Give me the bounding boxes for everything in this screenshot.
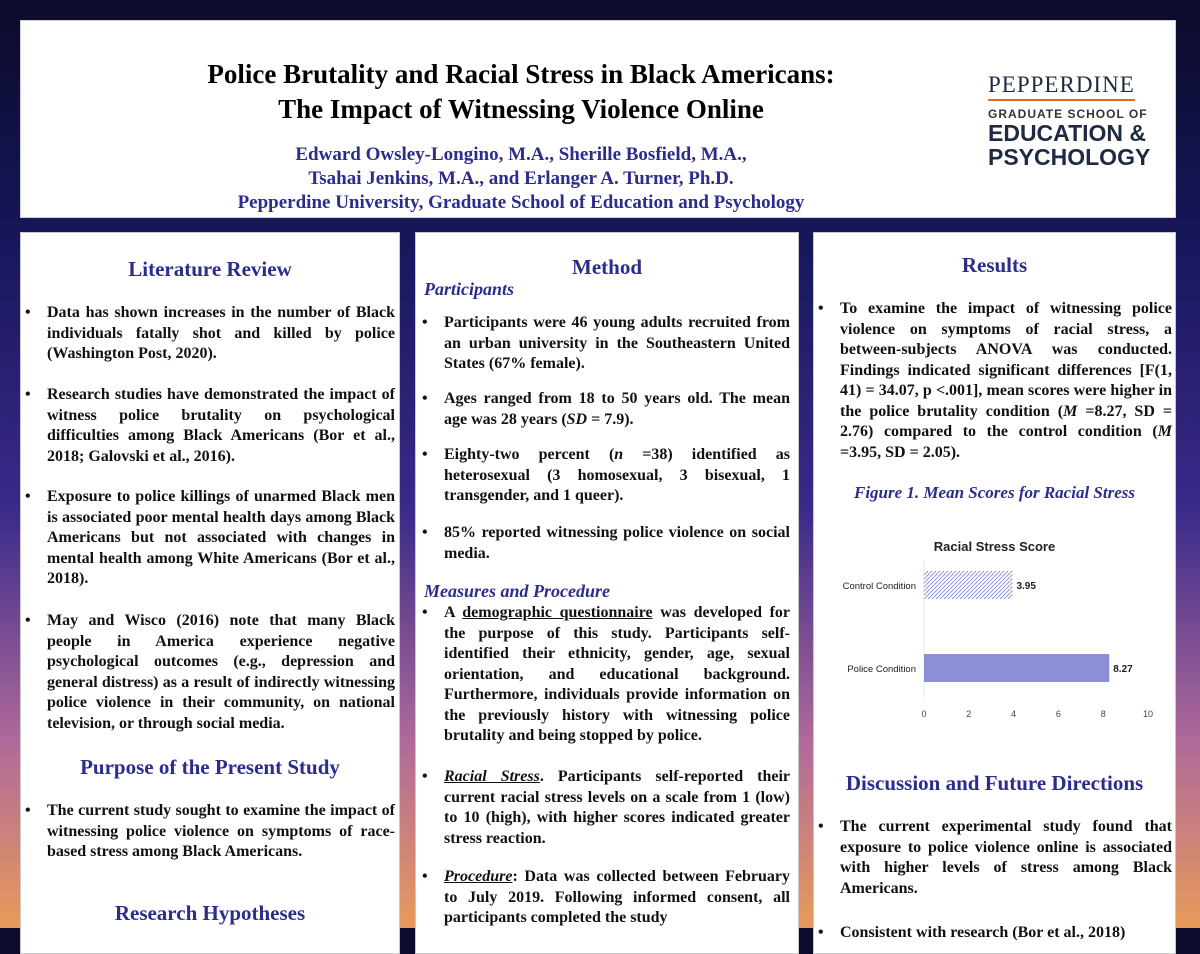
participants-bullet [422, 389, 790, 430]
poster-title [21, 57, 1021, 127]
literature-bullet-text: Research studies have demonstrated the impact of witness police brutality on psychological difficulties among Black Americans (Bor et al., 2018; Galovski et al., 2016). [47, 386, 395, 465]
bullet-dot: • [422, 604, 428, 621]
value-label: 3.95 [1016, 581, 1036, 592]
participants-bullet-text: 85% reported witnessing police violence on social media. [444, 524, 790, 562]
discussion-bullet-text: The current experimental study found that exposure to police violence online is associated with higher levels of stress among Black Americans. [840, 818, 1172, 897]
procedure-term: Procedure [444, 868, 513, 885]
literature-bullet-text: Exposure to police killings of unarmed Black men is associated poor mental health days among Black Americans but not associated with changes in mental health among White Americans (Bor et al., 2018). [47, 488, 395, 587]
demographic-questionnaire-term: demographic questionnaire [462, 604, 653, 621]
bullet-dot: • [25, 304, 31, 321]
participants-bullet [422, 313, 790, 375]
poster-header [20, 20, 1176, 218]
x-tick-label: 10 [1142, 709, 1154, 719]
method-title: Method [572, 255, 642, 279]
measures-title: Measures and Procedure [424, 581, 611, 601]
measures-text: A [444, 604, 463, 621]
pepperdine-logo [988, 71, 1151, 170]
figure-caption: Figure 1. Mean Scores for Racial Stress [854, 483, 1135, 502]
authors [21, 143, 1021, 215]
measures-bullet [422, 603, 791, 747]
participants-text: Eighty-two percent ( [444, 446, 615, 463]
sd-symbol: SD [566, 410, 588, 428]
bullet-dot: • [422, 868, 428, 885]
results-bullet [818, 299, 1173, 463]
measures-text: was developed for the purpose of this study. Participants self-identified their ethnicity, gender, age, sexual orientation, and educational background. Furthermore, individuals provide information on the previously history with witnessing police brutality and being stopped by police. [444, 604, 791, 744]
logo-line-1: GRADUATE SCHOOL OF [988, 107, 1148, 121]
value-label: 8.27 [1113, 664, 1133, 675]
bullet-dot: • [422, 314, 428, 331]
literature-bullet [25, 385, 395, 467]
m-symbol: M [1063, 402, 1078, 420]
method-panel [415, 232, 799, 954]
x-tick-label: 0 [921, 709, 927, 719]
participants-bullet-text: Participants were 46 young adults recruited from an urban university in the Southeastern United States (67% female). [444, 314, 790, 372]
literature-bullet-text: Data has shown increases in the number of Black individuals fatally shot and killed by police (Washington Post, 2020). [47, 304, 395, 362]
participants-text: Ages ranged from 18 to 50 years old. The mean age was 28 years ( [444, 390, 790, 428]
bullet-dot: • [818, 300, 824, 317]
participants-bullet [422, 445, 791, 507]
bullet-dot: • [422, 524, 428, 541]
purpose-title: Purpose of the Present Study [80, 755, 340, 779]
results-panel [813, 232, 1176, 954]
bullet-dot: • [25, 488, 31, 505]
authors-line-2: Tsahai Jenkins, M.A., and Erlanger A. Turner, Ph.D. [308, 168, 734, 189]
measures-text: : Data was collected between February to July 2019. Following informed consent, all participants completed the study [444, 868, 790, 926]
purpose-bullet-text: The current study sought to examine the impact of witnessing police violence on symptoms of race-based stress among Black Americans. [47, 802, 395, 860]
x-tick-label: 4 [1011, 709, 1017, 719]
bullet-dot: • [25, 802, 31, 819]
bar-police-condition [924, 654, 1109, 682]
participants-text: = 7.9). [587, 410, 634, 428]
discussion-bullet-text: Consistent with research (Bor et al., 2018) [840, 924, 1126, 941]
bullet-dot: • [25, 386, 31, 403]
title-line-1: Police Brutality and Racial Stress in Black Americans: [207, 59, 835, 89]
authors-line-1: Edward Owsley-Longino, M.A., Sherille Bosfield, M.A., [295, 144, 747, 165]
bullet-dot: • [422, 446, 428, 463]
x-tick-label: 2 [966, 709, 972, 719]
literature-bullet [25, 303, 395, 365]
hypotheses-title: Research Hypotheses [114, 901, 306, 925]
bullet-dot: • [422, 390, 428, 407]
logo-line-3: PSYCHOLOGY [988, 144, 1151, 170]
participants-bullet [422, 523, 790, 564]
x-tick-label: 8 [1100, 709, 1106, 719]
bar-control-condition [924, 571, 1012, 599]
category-label: Police Condition [847, 664, 916, 675]
racial-stress-chart [814, 557, 1175, 757]
literature-title: Literature Review [128, 257, 292, 281]
x-tick-label: 6 [1055, 709, 1061, 719]
literature-bullet [25, 487, 395, 590]
logo-line-2: EDUCATION & [988, 120, 1147, 146]
measures-text: . Participants self-reported their current racial stress levels on a scale from 1 (low) to 10 (high), with higher scores indicated greater stress reaction. [444, 768, 791, 847]
category-label: Control Condition [842, 581, 916, 592]
purpose-bullet [25, 801, 395, 863]
logo-brand: PEPPERDINE [988, 71, 1135, 101]
results-text: =3.95, SD = 2.05). [840, 443, 961, 461]
m-symbol: M [1157, 423, 1172, 440]
participants-text: =38) identified as heterosexual (3 homosexual, 3 bisexual, 1 transgender, and 1 queer). [444, 446, 791, 504]
affiliation: Pepperdine University, Graduate School of Education and Psychology [237, 192, 805, 213]
n-symbol: n [614, 446, 624, 463]
discussion-title: Discussion and Future Directions [845, 771, 1144, 795]
bullet-dot: • [25, 612, 31, 629]
measures-bullet [422, 767, 791, 849]
title-line-2: The Impact of Witnessing Violence Online [278, 94, 764, 124]
results-text: To examine the impact of witnessing police violence on symptoms of racial stress, a between-subjects ANOVA was conducted. Findings indicated significant differences [F(1, 41) = 34.07, p <.001], mean scores were higher in the police brutality condition ( [840, 300, 1172, 420]
bullet-dot: • [818, 818, 824, 835]
literature-bullet-text: May and Wisco (2016) note that many Black people in America experience negative psychological outcomes (e.g., depression and general distress) as a result of indirectly witnessing police violence in their community, on national television, or through social media. [47, 612, 395, 732]
discussion-bullet [818, 817, 1172, 899]
measures-bullet [422, 867, 790, 929]
literature-panel [20, 232, 400, 954]
participants-title: Participants [424, 279, 515, 299]
literature-bullet [25, 611, 395, 734]
chart-title: Racial Stress Score [933, 539, 1056, 554]
discussion-bullet [818, 923, 1172, 944]
results-title: Results [961, 253, 1028, 277]
bullet-dot: • [818, 924, 824, 941]
racial-stress-term: Racial Stress [444, 768, 540, 785]
results-text: =8.27, SD = 2.76) compared to the control condition ( [840, 402, 1173, 440]
bullet-dot: • [422, 768, 428, 785]
